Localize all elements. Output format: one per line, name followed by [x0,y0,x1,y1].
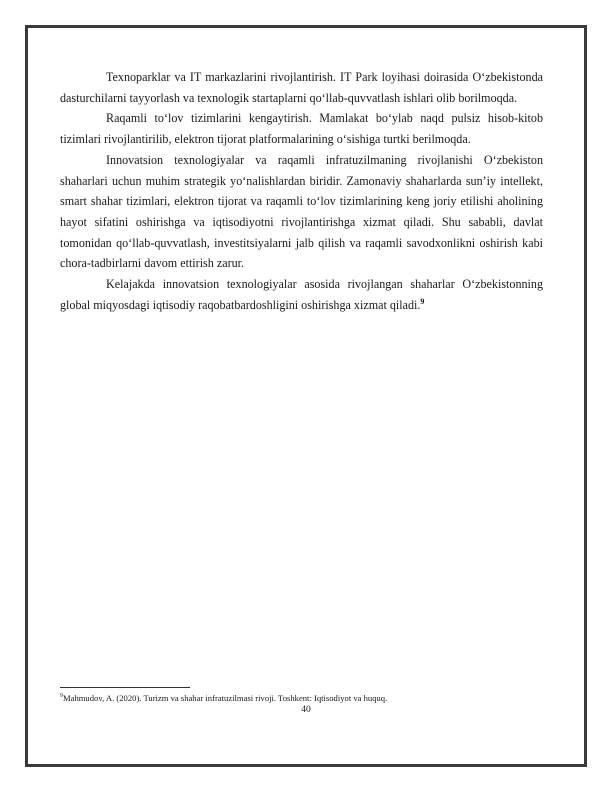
paragraph-2: Raqamli to‘lov tizimlarini kengaytirish. Mamlakat bo‘ylab naqd pulsiz hisob-kitob tizimlari rivojlantirilib, elektron tijorat platformalarining o‘sishiga turtki berilmoqda. [60,111,543,147]
paragraph-3: Innovatsion texnologiyalar va raqamli infratuzilmaning rivojlanishi O‘zbekiston shaharlari uchun muhim strategik yo‘nalishlardan biridir. Zamonaviy shaharlarda sun’iy intellekt, smart shahar tizimlari, elektron tijorat va raqamli to‘lov tizimlarining keng joriy etilishi aholining hayot sifatini oshirishga va iqtisodiyotni rivojlantirishga xizmat qiladi. Shu sababli, davlat tomonidan qo‘llab-quvvatlash, investitsiyalarni jalb qilish va raqamli savodxonlikni oshirish kabi chora-tadbirlarni davom ettirish zarur. [60,152,543,271]
paragraph-4-text: Kelajakda innovatsion texnologiyalar asosida rivojlangan shaharlar O‘zbekistonning global miqyosdagi iqtisodiy raqobatbardoshligini oshirishga xizmat qiladi. [60,277,543,312]
paragraph-4 [60,274,543,315]
page-number: 40 [301,705,311,715]
footnote-marker: 9 [60,693,63,699]
footnote-divider [60,687,190,688]
footnote-text: Mahmudov, A. (2020). Turizm va shahar infratuzilmasi rivoji. Toshkent: Iqtisodiyot va huquq. [63,692,388,703]
footnote [60,691,543,704]
footnote-reference[interactable]: 9 [420,296,425,306]
body-text [60,67,543,315]
paragraph-1: Texnoparklar va IT markazlarini rivojlantirish. IT Park loyihasi doirasida O‘zbekistonda dasturchilarni tayyorlash va texnologik startaplarni qo‘llab-quvvatlash ishlari olib borilmoqda. [60,70,543,105]
